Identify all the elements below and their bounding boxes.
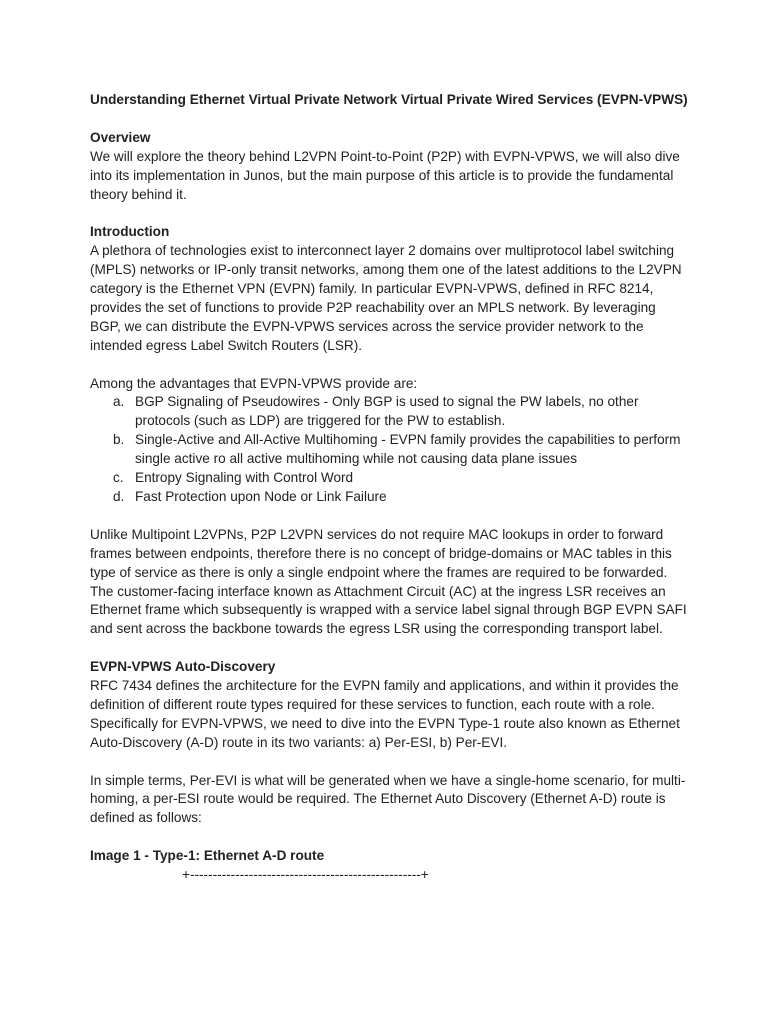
introduction-heading: Introduction — [90, 224, 170, 240]
list-item-text: Single-Active and All-Active Multihoming - EVPN family provides the capabilities to perform single active ro all active multihoming while not causing data plane issues — [135, 432, 681, 467]
p2p-paragraph: Unlike Multipoint L2VPNs, P2P L2VPN services do not require MAC lookups in order to forward frames between endpoints, therefore there is no concept of bridge-domains or MAC tables in this type of service as there is only a single endpoint where the frames are required to be forwarded. The customer-facing interface known as Attachment Circuit (AC) at the ingress LSR receives an Ethernet frame which subsequently is wrapped with a service label signal through BGP EVPN SAFI and sent across the backbone towards the egress LSR using the corresponding transport label. — [90, 526, 687, 637]
list-item-text: Entropy Signaling with Control Word — [135, 470, 354, 486]
list-item — [90, 469, 688, 488]
list-marker: c. — [113, 470, 124, 486]
advantages-list — [90, 393, 688, 506]
overview-paragraph: We will explore the theory behind L2VPN Point-to-Point (P2P) with EVPN-VPWS, we will also dive into its implementation in Junos, but the main purpose of this article is to provide the fundamental theory behind it. — [90, 148, 680, 202]
introduction-paragraph: A plethora of technologies exist to interconnect layer 2 domains over multiprotocol label switching (MPLS) networks or IP-only transit networks, among them one of the latest additions to the L2VPN category is the Ethernet VPN (EVPN) family. In particular EVPN-VPWS, defined in RFC 8214, provides the set of functions to provide P2P reachability over an MPLS network. By leveraging BGP, we can distribute the EVPN-VPWS services across the service provider network to the intended egress Label Switch Routers (LSR). — [90, 243, 682, 353]
image-caption: Image 1 - Type-1: Ethernet A-D route — [90, 848, 325, 864]
autodiscovery-paragraph-2: In simple terms, Per-EVI is what will be generated when we have a single-home scenario, for multi-homing, a per-ESI route would be required. The Ethernet Auto Discovery (Ethernet A-D) route is defined as follows: — [90, 772, 686, 826]
overview-heading: Overview — [90, 129, 151, 145]
document-title: Understanding Ethernet Virtual Private Network Virtual Private Wired Services (EVPN-VPWS) — [90, 92, 688, 107]
advantages-intro: Among the advantages that EVPN-VPWS provide are: — [90, 375, 418, 391]
list-item — [90, 431, 688, 469]
ascii-diagram-border: +---------------------------------------------------+ — [182, 867, 429, 883]
list-marker: a. — [113, 394, 125, 410]
autodiscovery-paragraph-1: RFC 7434 defines the architecture for the EVPN family and applications, and within it provides the definition of different route types required for these services to function, each route with a role. Specifically for EVPN-VPWS, we need to dive into the EVPN Type-1 route also known as Ethernet Auto-Discovery (A-D) route in its two variants: a) Per-ESI, b) Per-EVI. — [90, 678, 680, 750]
list-item — [90, 488, 688, 507]
autodiscovery-heading: EVPN-VPWS Auto-Discovery — [90, 659, 276, 675]
list-marker: b. — [113, 432, 125, 448]
list-item-text: Fast Protection upon Node or Link Failure — [135, 488, 387, 504]
list-item — [90, 393, 688, 431]
list-item-text: BGP Signaling of Pseudowires - Only BGP is used to signal the PW labels, no other protocols (such as LDP) are triggered for the PW to establish. — [135, 394, 639, 429]
list-marker: d. — [113, 488, 125, 504]
